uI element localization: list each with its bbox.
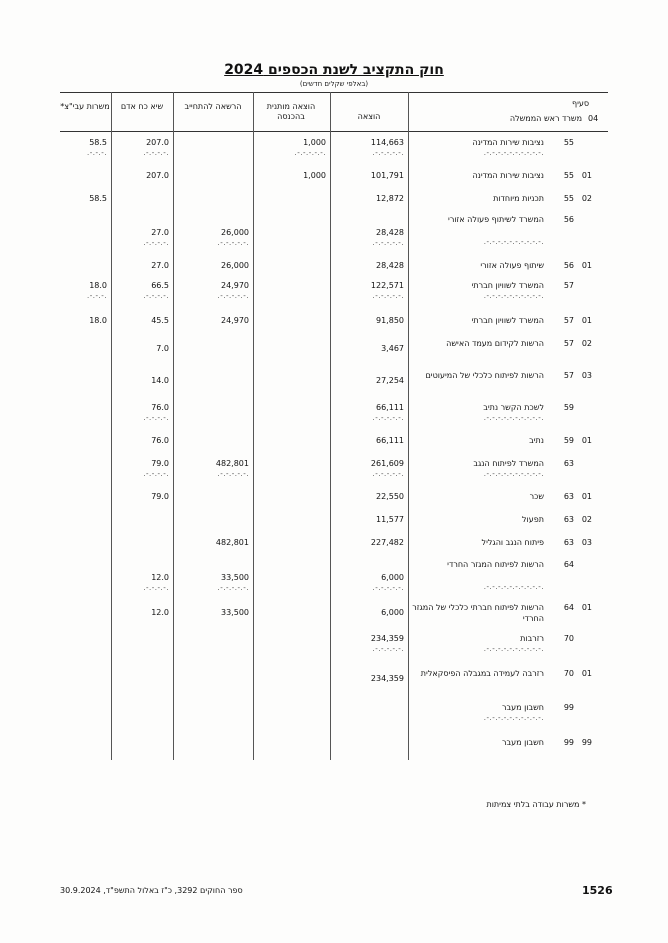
row-value-dotted-leader: .-.-.-.-.-. xyxy=(372,149,404,157)
row-commit-value: 33,500 xyxy=(221,608,249,617)
row-name: המשרד לשוויון חברתי xyxy=(471,281,544,290)
row-section-code: 55 xyxy=(563,194,574,203)
row-name-dotted-leader: .-.-.-.-.-.-.-.-.-.-. xyxy=(483,714,544,722)
row-peak-value: 66.5 xyxy=(151,281,169,290)
footnote: * משרות עבודה בלתי צמיתות xyxy=(486,800,586,809)
header-bottom-rule xyxy=(60,131,608,132)
row-section-code: 55 xyxy=(563,171,574,180)
row-section-code: 57 xyxy=(563,316,574,325)
row-name: נציבות שירות המדינה xyxy=(472,171,544,180)
row-contract-value: 58.5 xyxy=(89,194,107,203)
row-expense-value: 234,359 xyxy=(370,634,404,643)
row-commit-value: 33,500 xyxy=(221,573,249,582)
row-name: הרשות לפיתוח חברתי כלכלי של המגזר החרדי xyxy=(412,603,544,623)
row-value-dotted-leader: .-.-.-.-.-. xyxy=(217,292,249,300)
row-section-code: 64 xyxy=(563,603,574,612)
page-subtitle: (באלפי שקלים חדשים) xyxy=(299,80,369,88)
row-value-dotted-leader: .-.-.-.-. xyxy=(143,292,169,300)
row-commit-value: 26,000 xyxy=(221,228,249,237)
row-value-dotted-leader: .-.-.-.-. xyxy=(143,414,169,422)
publication-info: ספר החוקים 3292, כ"ז באלול התשפ"ד, 30.9.2024 xyxy=(60,886,243,895)
row-name: שכר xyxy=(529,492,544,501)
row-expense-value: 28,428 xyxy=(376,261,404,270)
row-subsection-code: 01 xyxy=(581,316,592,325)
row-name: חשבון מעבר xyxy=(501,738,544,747)
row-name-dotted-leader: .-.-.-.-.-.-.-.-.-.-. xyxy=(483,414,544,422)
row-expense-value: 66,111 xyxy=(376,436,404,445)
row-peak-value: 207.0 xyxy=(146,138,169,147)
row-section-code: 70 xyxy=(563,634,574,643)
row-value-dotted-leader: .-.-.-.-.-. xyxy=(372,470,404,478)
row-expense-value: 122,571 xyxy=(370,281,404,290)
row-contract-value: 18.0 xyxy=(89,316,107,325)
row-name-dotted-leader: .-.-.-.-.-.-.-.-.-.-. xyxy=(483,470,544,478)
row-section-code: 59 xyxy=(563,436,574,445)
row-section-code: 57 xyxy=(563,339,574,348)
column-divider xyxy=(173,92,174,760)
row-section-code: 63 xyxy=(563,492,574,501)
row-peak-value: 76.0 xyxy=(151,436,169,445)
row-peak-value: 12.0 xyxy=(151,608,169,617)
row-section-code: 64 xyxy=(563,560,574,569)
row-section-code: 57 xyxy=(563,371,574,380)
row-subsection-code: 01 xyxy=(581,171,592,180)
row-name: המשרד לפיתוח הנגב xyxy=(473,459,544,468)
header-section: סעיף xyxy=(572,99,590,108)
column-divider xyxy=(253,92,254,760)
row-name-dotted-leader: .-.-.-.-.-.-.-.-.-.-. xyxy=(483,149,544,157)
row-name: המשרד לשיתוף פעולה אזורי xyxy=(448,215,544,224)
row-commit-value: 482,801 xyxy=(215,538,249,547)
row-value-dotted-leader: .-.-.-.-.-. xyxy=(372,645,404,653)
row-value-dotted-leader: .-.-.-.-.-. xyxy=(372,584,404,592)
row-expense-value: 27,254 xyxy=(376,376,404,385)
row-peak-value: 7.0 xyxy=(156,344,169,353)
column-divider xyxy=(111,92,112,760)
row-subsection-code: 02 xyxy=(581,194,592,203)
row-name: לשכת הקשר נתיב xyxy=(483,403,544,412)
row-section-code: 99 xyxy=(563,738,574,747)
row-peak-value: 12.0 xyxy=(151,573,169,582)
row-name-dotted-leader: .-.-.-.-.-.-.-.-.-.-. xyxy=(483,238,544,246)
row-cond-value: 1,000 xyxy=(303,138,326,147)
row-subsection-code: 02 xyxy=(581,339,592,348)
header-ministry-code: 04 xyxy=(588,114,599,123)
row-subsection-code: 01 xyxy=(581,492,592,501)
row-name: נתיב xyxy=(529,436,544,445)
row-contract-value: 18.0 xyxy=(89,281,107,290)
row-expense-value: 6,000 xyxy=(381,608,404,617)
row-expense-value: 28,428 xyxy=(376,228,404,237)
table-top-rule xyxy=(60,92,608,93)
row-expense-value: 12,872 xyxy=(376,194,404,203)
row-cond-value: 1,000 xyxy=(303,171,326,180)
row-expense-value: 234,359 xyxy=(370,674,404,683)
row-section-code: 63 xyxy=(563,459,574,468)
row-section-code: 63 xyxy=(563,515,574,524)
row-name: הרשות לקידום מעמד האישה xyxy=(446,339,544,348)
header-peak-manpower: שיא כח אדם xyxy=(120,102,164,111)
row-section-code: 57 xyxy=(563,281,574,290)
row-value-dotted-leader: .-.-.-.-. xyxy=(143,149,169,157)
row-section-code: 56 xyxy=(563,215,574,224)
row-name: פיתוח הנגב והגליל xyxy=(481,538,544,547)
row-expense-value: 6,000 xyxy=(381,573,404,582)
row-expense-value: 261,609 xyxy=(370,459,404,468)
row-name: תכניות מיוחדות xyxy=(493,194,544,203)
row-name: שיתוף פעולה אזורי xyxy=(480,261,544,270)
page-title: חוק התקציב לשנת הכספים 2024 xyxy=(224,62,444,78)
row-contract-value: 58.5 xyxy=(89,138,107,147)
row-value-dotted-leader: .-.-.-.-. xyxy=(143,470,169,478)
row-commit-value: 26,000 xyxy=(221,261,249,270)
row-value-dotted-leader: .-.-.-.-.-. xyxy=(217,239,249,247)
row-section-code: 63 xyxy=(563,538,574,547)
row-section-code: 59 xyxy=(563,403,574,412)
row-commit-value: 482,801 xyxy=(215,459,249,468)
row-section-code: 99 xyxy=(563,703,574,712)
row-name: תפעול xyxy=(522,515,544,524)
row-commit-value: 24,970 xyxy=(221,281,249,290)
header-contractor-positions: משרות עבי"צ* xyxy=(60,102,110,111)
row-expense-value: 22,550 xyxy=(376,492,404,501)
row-section-code: 70 xyxy=(563,669,574,678)
row-subsection-code: 03 xyxy=(581,538,592,547)
row-name: הרשות לפיתוח כלכלי של המיעוטים xyxy=(425,371,544,380)
row-name: נציבות שירות המדינה xyxy=(472,138,544,147)
page-number: 1526 xyxy=(582,884,613,897)
row-subsection-code: 01 xyxy=(581,603,592,612)
row-peak-value: 76.0 xyxy=(151,403,169,412)
header-conditional-expense: הוצאה מותנית בהכנסה xyxy=(266,102,316,121)
row-subsection-code: 01 xyxy=(581,261,592,270)
row-peak-value: 207.0 xyxy=(146,171,169,180)
row-expense-value: 227,482 xyxy=(370,538,404,547)
row-peak-value: 79.0 xyxy=(151,492,169,501)
row-section-code: 55 xyxy=(563,138,574,147)
row-peak-value: 27.0 xyxy=(151,228,169,237)
row-name-dotted-leader: .-.-.-.-.-.-.-.-.-.-. xyxy=(483,645,544,653)
row-value-dotted-leader: .-.-.-.-.-. xyxy=(372,292,404,300)
row-value-dotted-leader: .-.-.-. xyxy=(87,149,107,157)
row-value-dotted-leader: .-.-.-.-. xyxy=(143,584,169,592)
row-expense-value: 114,663 xyxy=(370,138,404,147)
row-value-dotted-leader: .-.-.-.-.-. xyxy=(217,584,249,592)
row-expense-value: 66,111 xyxy=(376,403,404,412)
row-peak-value: 79.0 xyxy=(151,459,169,468)
row-name: חשבון מעבר xyxy=(501,703,544,712)
row-name-dotted-leader: .-.-.-.-.-.-.-.-.-.-. xyxy=(483,583,544,591)
row-peak-value: 14.0 xyxy=(151,376,169,385)
row-peak-value: 45.5 xyxy=(151,316,169,325)
row-expense-value: 3,467 xyxy=(381,344,404,353)
row-value-dotted-leader: .-.-.-. xyxy=(87,292,107,300)
row-value-dotted-leader: .-.-.-.-.-. xyxy=(294,149,326,157)
row-subsection-code: 01 xyxy=(581,436,592,445)
row-subsection-code: 03 xyxy=(581,371,592,380)
row-value-dotted-leader: .-.-.-.-.-. xyxy=(372,239,404,247)
row-name: רזרבה לעמידה במגבלה הפיסקאלית xyxy=(420,669,544,678)
row-commit-value: 24,970 xyxy=(221,316,249,325)
row-value-dotted-leader: .-.-.-.-. xyxy=(143,239,169,247)
row-expense-value: 91,850 xyxy=(376,316,404,325)
column-divider xyxy=(330,92,331,760)
row-section-code: 56 xyxy=(563,261,574,270)
column-divider xyxy=(408,92,409,760)
header-ministry: משרד ראש הממשלה xyxy=(509,114,582,123)
header-commitment-authority: הרשאה להתחייב xyxy=(184,102,242,111)
row-name: רזרבות xyxy=(520,634,544,643)
row-subsection-code: 01 xyxy=(581,669,592,678)
row-expense-value: 101,791 xyxy=(370,171,404,180)
row-name: המשרד לשוויון חברתי xyxy=(471,316,544,325)
row-value-dotted-leader: .-.-.-.-.-. xyxy=(372,414,404,422)
row-expense-value: 11,577 xyxy=(376,515,404,524)
header-expense: הוצאה xyxy=(357,112,381,121)
row-name-dotted-leader: .-.-.-.-.-.-.-.-.-.-. xyxy=(483,292,544,300)
row-peak-value: 27.0 xyxy=(151,261,169,270)
row-name: הרשות לפיתוח המגזר החרדי xyxy=(447,560,544,569)
row-subsection-code: 02 xyxy=(581,515,592,524)
row-value-dotted-leader: .-.-.-.-.-. xyxy=(217,470,249,478)
row-subsection-code: 99 xyxy=(581,738,592,747)
